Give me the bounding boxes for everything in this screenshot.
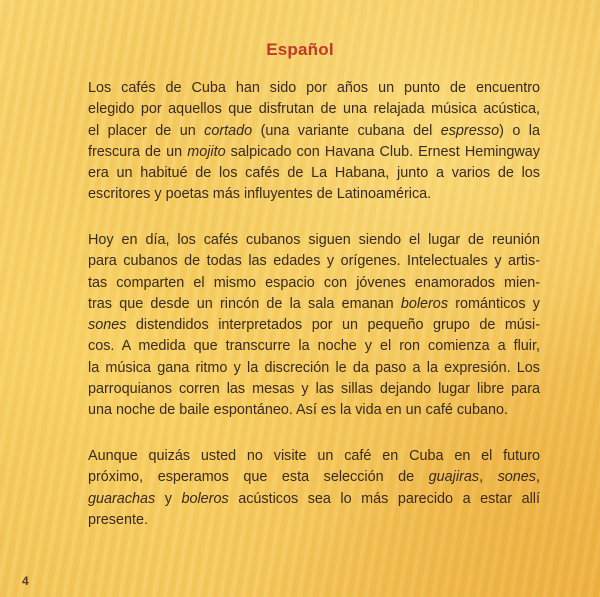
text-line: Los cafés de Cuba han sido por años un punto de encuentro xyxy=(88,80,540,96)
text-line: la música gana ritmo y la discreción le da paso a la expresión. Los xyxy=(88,359,540,376)
text-line: presente. xyxy=(88,511,149,528)
text-line: era un habitué de los cafés de La Habana, junto a varios de los xyxy=(88,165,540,182)
text-line: parroquianos corren las mesas y las sillas dejando lugar libre para xyxy=(88,381,540,398)
text-line: sones distendidos interpretados por un pequeño grupo de músi- xyxy=(88,317,540,334)
text-line: el placer de un cortado (una variante cubana del espresso) o la xyxy=(88,122,541,139)
text-line: frescura de un mojito salpicado con Havana Club. Ernest Hemingway xyxy=(88,143,540,160)
page-number: 4 xyxy=(22,574,29,588)
text-line: para cubanos de todas las edades y orígenes. Intelectuales y artis- xyxy=(88,253,540,270)
italic-term: boleros xyxy=(400,295,449,312)
italic-term: guajiras xyxy=(428,469,480,486)
italic-term: guarachas xyxy=(88,490,156,507)
text-line: Aunque quizás usted no visite un café en Cuba en el futuro xyxy=(88,448,540,464)
text-line: cos. A medida que transcurre la noche y el ron comienza a fluir, xyxy=(88,338,540,355)
text-line: próximo, esperamos que esta selección de guajiras, sones, xyxy=(88,469,540,486)
italic-term: mojito xyxy=(187,143,226,160)
text-line: elegido por aquellos que disfrutan de una relajada música acústica, xyxy=(88,101,540,118)
text-line: guarachas y boleros acústicos sea lo más parecido a estar allí xyxy=(88,490,541,507)
italic-term: sones xyxy=(497,469,536,486)
text-line: escritores y poetas más influyentes de Latinoamérica. xyxy=(88,186,432,203)
italic-term: cortado xyxy=(204,122,253,139)
paragraph-1 xyxy=(88,78,540,206)
italic-term: espresso xyxy=(440,122,500,139)
text-line: una noche de baile espontáneo. Así es la vida en un café cubano. xyxy=(88,402,509,419)
paragraph-3 xyxy=(88,446,540,531)
text-line: Hoy en día, los cafés cubanos siguen siendo el lugar de reunión xyxy=(88,232,540,248)
page-heading: Español xyxy=(266,40,334,59)
italic-term: sones xyxy=(88,317,127,334)
paragraph-2 xyxy=(88,230,540,422)
text-line: tas comparten el mismo espacio con jóvenes enamorados mien- xyxy=(88,274,540,291)
italic-term: boleros xyxy=(181,490,229,507)
text-line: tras que desde un rincón de la sala emanan boleros románticos y xyxy=(88,295,540,312)
